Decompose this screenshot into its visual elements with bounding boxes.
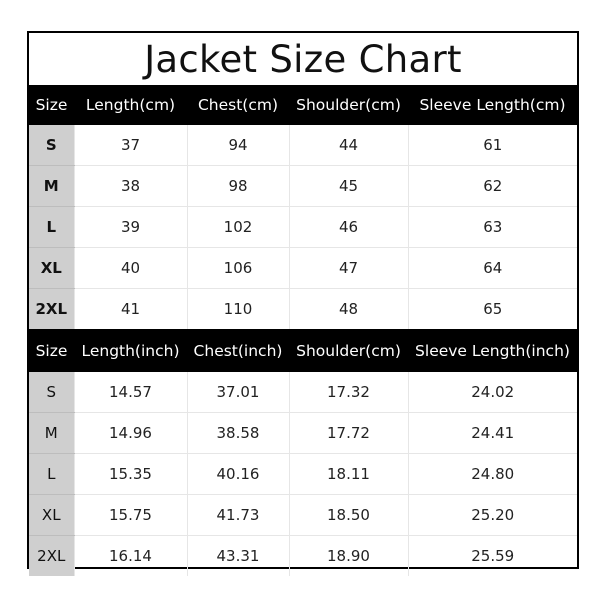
- table-row: [29, 413, 577, 454]
- sleeve-cell: 25.20: [408, 495, 577, 536]
- chest-cell: 110: [187, 289, 289, 330]
- cm-header-size: Size: [29, 85, 74, 125]
- sleeve-cell: 62: [408, 166, 577, 207]
- sleeve-cell: 61: [408, 125, 577, 166]
- size-chart: [27, 31, 579, 569]
- table-row: [29, 166, 577, 207]
- size-cell: L: [29, 454, 74, 495]
- sleeve-cell: 63: [408, 207, 577, 248]
- cm-header-row: [29, 85, 577, 125]
- size-table: [29, 85, 577, 576]
- shoulder-cell: 47: [289, 248, 408, 289]
- length-cell: 40: [74, 248, 187, 289]
- inch-header-length: Length(inch): [74, 329, 187, 372]
- size-cell: M: [29, 166, 74, 207]
- length-cell: 39: [74, 207, 187, 248]
- chest-cell: 41.73: [187, 495, 289, 536]
- sleeve-cell: 65: [483, 300, 503, 318]
- table-row: [29, 125, 577, 166]
- shoulder-cell: 46: [289, 207, 408, 248]
- length-cell: 38: [74, 166, 187, 207]
- table-row: [29, 372, 577, 413]
- length-cell: 15.75: [74, 495, 187, 536]
- sleeve-cell: 64: [408, 248, 577, 289]
- table-row: [29, 536, 577, 577]
- chest-cell: 102: [187, 207, 289, 248]
- size-cell: 2XL: [29, 289, 74, 330]
- inch-header-chest: Chest(inch): [187, 329, 289, 372]
- shoulder-cell: 17.32: [289, 372, 408, 413]
- shoulder-cell: 17.72: [289, 413, 408, 454]
- inch-header-shoulder: Shoulder(cm): [289, 329, 408, 372]
- chest-cell: 106: [187, 248, 289, 289]
- chart-title: Jacket Size Chart: [144, 37, 462, 81]
- chest-cell: 40.16: [187, 454, 289, 495]
- chest-cell: 38.58: [187, 413, 289, 454]
- shoulder-cell: 18.50: [289, 495, 408, 536]
- chest-cell: 43.31: [187, 536, 289, 577]
- table-row: [29, 289, 577, 330]
- length-cell: 37: [74, 125, 187, 166]
- size-cell: S: [29, 372, 74, 413]
- shoulder-cell: 44: [289, 125, 408, 166]
- cm-header-length: Length(cm): [74, 85, 187, 125]
- cm-header-shoulder: Shoulder(cm): [289, 85, 408, 125]
- shoulder-cell: 18.11: [289, 454, 408, 495]
- length-cell: 14.96: [74, 413, 187, 454]
- sleeve-cell: 25.59: [471, 547, 515, 565]
- sleeve-cell: 24.02: [408, 372, 577, 413]
- size-cell: S: [29, 125, 74, 166]
- size-cell: 2XL: [29, 536, 74, 577]
- size-cell: L: [29, 207, 74, 248]
- cm-header-sleeve: Sleeve Length(cm): [408, 85, 577, 125]
- table-row: [29, 495, 577, 536]
- table-row: [29, 248, 577, 289]
- length-cell: 14.57: [74, 372, 187, 413]
- inch-header-sleeve: Sleeve Length(inch): [408, 329, 577, 372]
- shoulder-cell: 45: [289, 166, 408, 207]
- chest-cell: 37.01: [187, 372, 289, 413]
- table-row: [29, 454, 577, 495]
- size-cell: XL: [29, 248, 74, 289]
- length-cell: 41: [74, 289, 187, 330]
- length-cell: 16.14: [74, 536, 187, 577]
- cm-header-chest: Chest(cm): [187, 85, 289, 125]
- inch-header-size: Size: [29, 329, 74, 372]
- table-row: [29, 207, 577, 248]
- shoulder-cell: 18.90: [289, 536, 408, 577]
- size-cell: XL: [29, 495, 74, 536]
- inch-header-row: [29, 329, 577, 372]
- chest-cell: 98: [187, 166, 289, 207]
- sleeve-cell: 24.80: [408, 454, 577, 495]
- length-cell: 15.35: [74, 454, 187, 495]
- size-cell: M: [29, 413, 74, 454]
- sleeve-cell: 24.41: [408, 413, 577, 454]
- chest-cell: 94: [187, 125, 289, 166]
- shoulder-cell: 48: [289, 289, 408, 330]
